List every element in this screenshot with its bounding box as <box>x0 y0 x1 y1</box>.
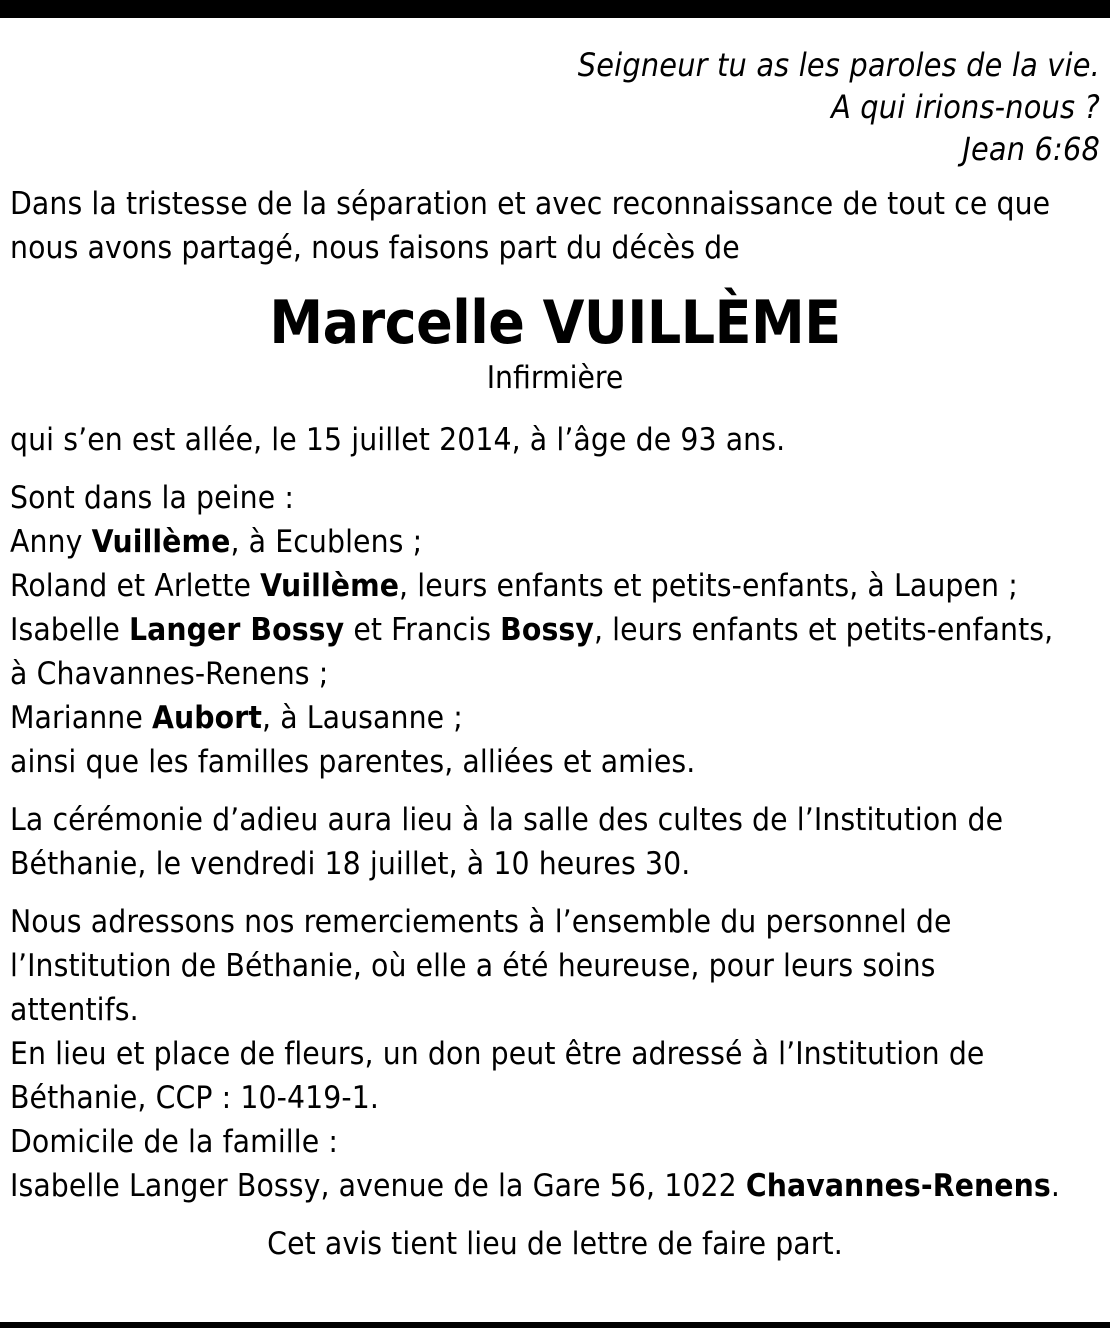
mourner-entry-continuation: à Chavannes-Renens ; <box>10 656 329 692</box>
mourner-entry <box>10 696 1100 740</box>
thanks-paragraph <box>10 900 1100 1208</box>
mourner-entry <box>10 608 1100 652</box>
ceremony-line-2: Béthanie, le vendredi 18 juillet, à 10 heures 30. <box>10 846 691 882</box>
mourners-list <box>10 476 1100 784</box>
intro-line-2: nous avons partagé, nous faisons part du décès de <box>10 230 740 266</box>
mourner-location: , à Ecublens ; <box>230 524 423 560</box>
mourner-given-name: Marianne <box>10 700 152 736</box>
thanks-line-1: Nous adressons nos remerciements à l’ensemble du personnel de <box>10 904 952 940</box>
mourner-surname: Vuillème <box>91 524 231 560</box>
mourner-entry <box>10 564 1100 608</box>
epigraph-reference: Jean 6:68 <box>962 130 1100 168</box>
mourners-closing: ainsi que les familles parentes, alliées et amies. <box>10 744 696 780</box>
mourner-entry <box>10 520 1100 564</box>
death-notice-line: qui s’en est allée, le 15 juillet 2014, à l’âge de 93 ans. <box>10 422 786 458</box>
ceremony-paragraph <box>10 798 1100 886</box>
thanks-line-3: attentifs. <box>10 992 139 1028</box>
mourner-given-name: Isabelle <box>10 612 130 648</box>
death-notice <box>10 418 1100 462</box>
mourner-surname: Bossy <box>500 612 594 648</box>
thanks-line-2: l’Institution de Béthanie, où elle a été heureuse, pour leurs soins <box>10 948 936 984</box>
closing-line: Cet avis tient lieu de lettre de faire part. <box>267 1226 843 1262</box>
intro-paragraph <box>10 182 1100 270</box>
deceased-profession: Infirmière <box>486 360 624 396</box>
intro-line-1: Dans la tristesse de la séparation et avec reconnaissance de tout ce que <box>10 186 1051 222</box>
mourner-location: , leurs enfants et petits-enfants, à Laupen ; <box>399 568 1018 604</box>
address-street: Isabelle Langer Bossy, avenue de la Gare 56, 1022 <box>10 1168 746 1204</box>
family-address <box>10 1164 1100 1208</box>
mourner-given-name: Anny <box>10 524 92 560</box>
mourner-location: , à Lausanne ; <box>262 700 463 736</box>
family-domicile-heading: Domicile de la famille : <box>10 1124 339 1160</box>
address-city: Chavannes-Renens <box>745 1168 1051 1204</box>
mourner-surname: Vuillème <box>260 568 400 604</box>
mourner-given-name: Roland et Arlette <box>10 568 261 604</box>
mourner-given-name: et Francis <box>344 612 501 648</box>
epigraph-line-1: Seigneur tu as les paroles de la vie. <box>577 46 1100 84</box>
donation-line-1: En lieu et place de fleurs, un don peut être adressé à l’Institution de <box>10 1036 985 1072</box>
closing-note <box>10 1222 1100 1266</box>
mourner-surname: Langer Bossy <box>129 612 345 648</box>
address-period: . <box>1050 1168 1060 1204</box>
bottom-rule <box>0 1322 1110 1328</box>
obituary-notice <box>10 44 1100 1266</box>
deceased-name: Marcelle VUILLÈME <box>269 288 841 358</box>
top-rule <box>0 0 1110 18</box>
donation-line-2: Béthanie, CCP : 10-419-1. <box>10 1080 379 1116</box>
epigraph <box>10 44 1100 170</box>
mourner-surname: Aubort <box>151 700 262 736</box>
ceremony-line-1: La cérémonie d’adieu aura lieu à la salle des cultes de l’Institution de <box>10 802 1004 838</box>
mourner-location: , leurs enfants et petits-enfants, <box>593 612 1054 648</box>
mourners-heading: Sont dans la peine : <box>10 480 294 516</box>
epigraph-line-2: A qui irions-nous ? <box>831 88 1100 126</box>
